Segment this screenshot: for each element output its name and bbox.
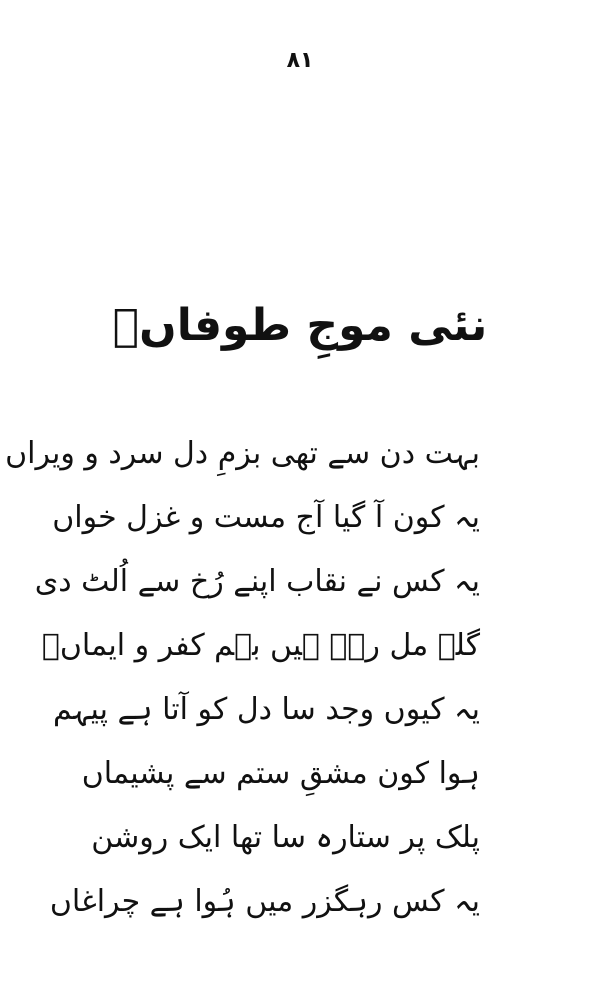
verse-line: پلک پر ستارہ سا تھا ایک روشن [91,820,480,855]
verse-line: بہت دن سے تھی بزمِ دل سرد و ویراں [5,436,480,471]
page-number: ۸۱ [286,48,314,73]
poem-title: نئی موجِ طوفاںؔ [112,300,488,351]
verse-line: یہ کون آ گیا آج مست و غزل خواں [52,500,480,535]
verse-line: یہ کیوں وجد سا دل کو آتا ہے پیہم [52,692,480,727]
verse-line: گلے مل رہے ہیں بہم کفر و ایماںؔ [41,628,480,663]
verse-line: یہ کس رہگزر میں ہُوا ہے چراغاں [49,884,480,919]
poem-verses [5,432,480,944]
verse-line: ہوا کون مشقِ ستم سے پشیماں [81,756,480,791]
verse-line: یہ کس نے نقاب اپنے رُخ سے اُلٹ دی [34,564,480,599]
